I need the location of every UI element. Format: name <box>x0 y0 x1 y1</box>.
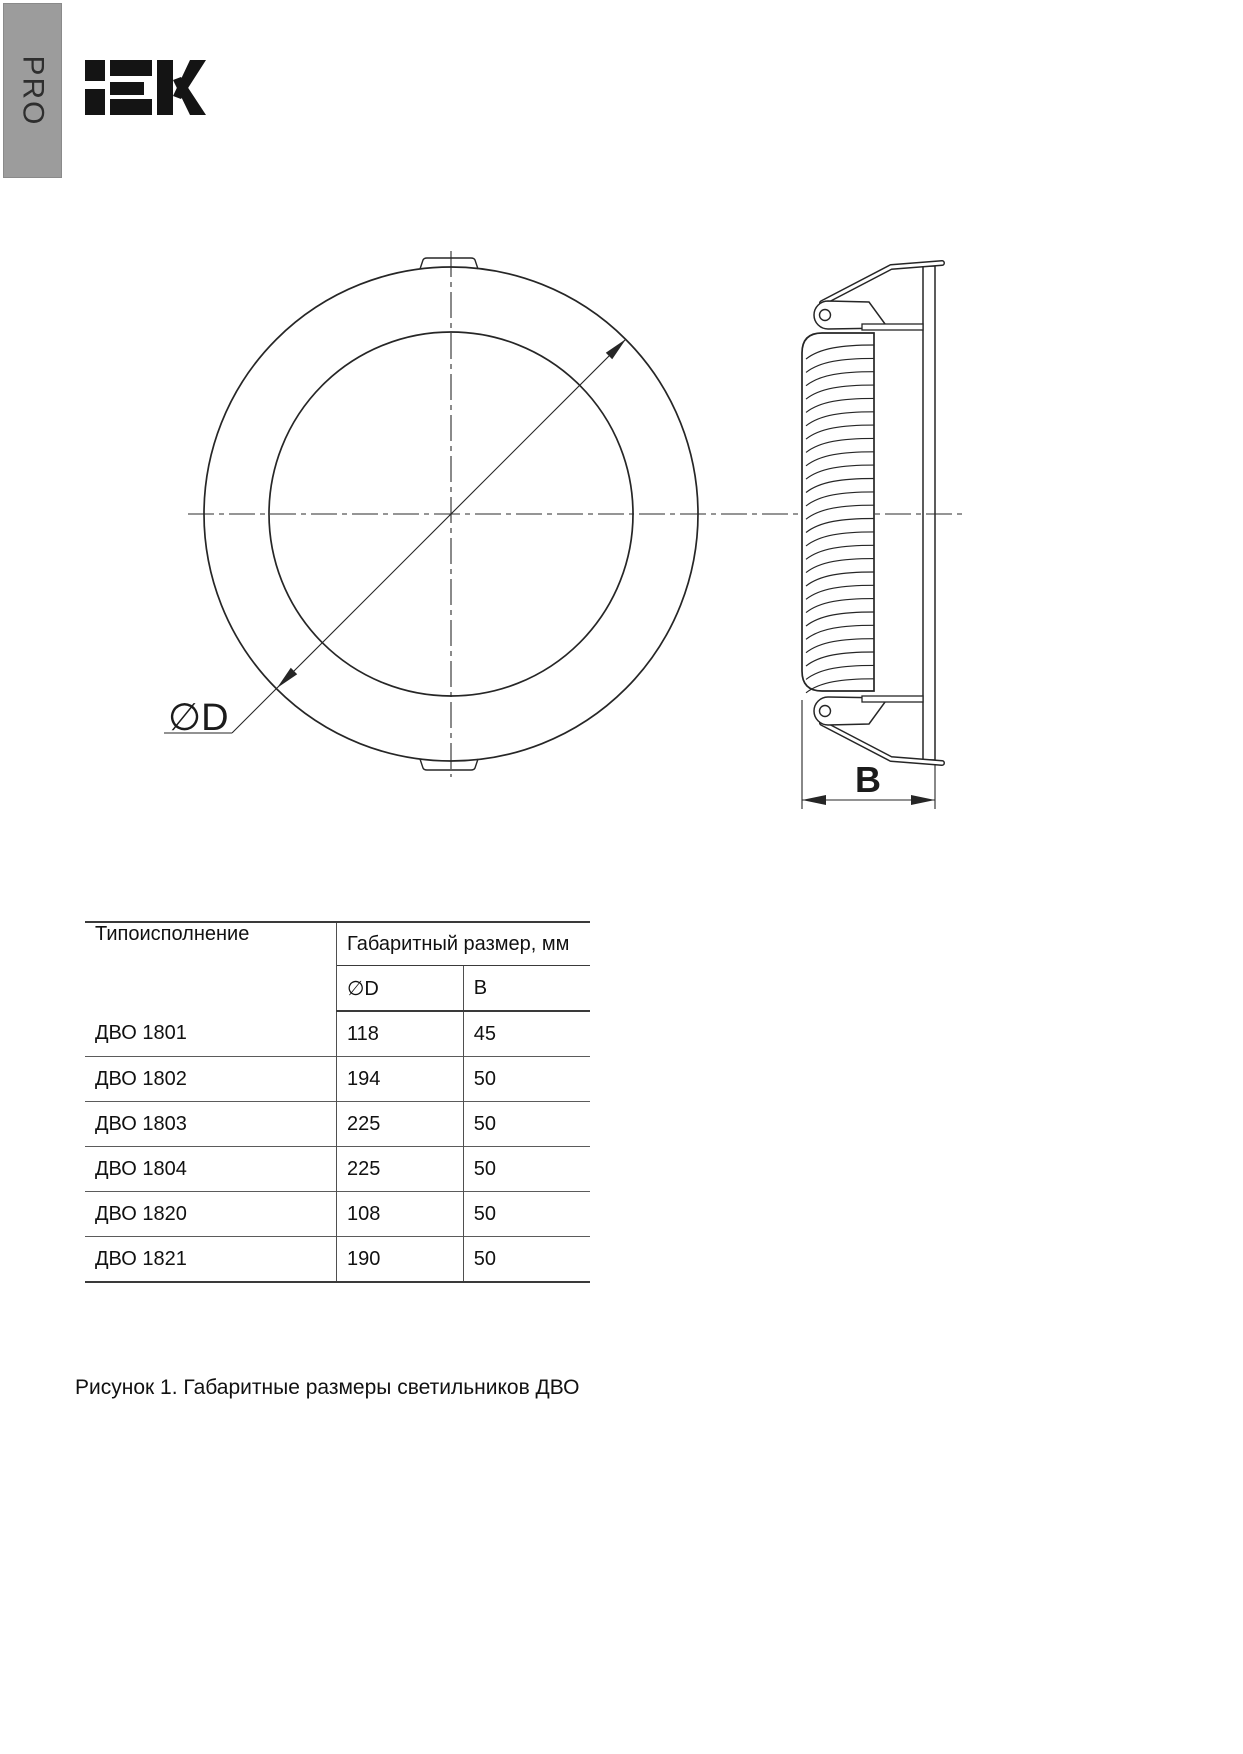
column-header-size-group: Габаритный размер, мм <box>337 922 591 966</box>
arrowhead-right <box>911 795 935 805</box>
bottom-flange-bar <box>862 696 923 702</box>
cell-type: ДВО 1802 <box>85 1057 337 1102</box>
cell-diameter: 225 <box>337 1147 464 1192</box>
side-view <box>802 263 942 809</box>
bottom-spring-wire <box>822 723 942 763</box>
cell-width: 45 <box>463 1011 590 1057</box>
cell-width: 50 <box>463 1057 590 1102</box>
cell-diameter: 190 <box>337 1237 464 1283</box>
figure-caption: Рисунок 1. Габаритные размеры светильников ДВО <box>75 1376 580 1399</box>
front-plate <box>923 266 935 760</box>
cell-type: ДВО 1820 <box>85 1192 337 1237</box>
cell-type: ДВО 1804 <box>85 1147 337 1192</box>
diameter-label: ∅D <box>168 697 229 739</box>
table-row <box>85 1057 590 1102</box>
width-label: B <box>855 759 881 800</box>
table-row <box>85 1237 590 1283</box>
arrowhead-left <box>802 795 826 805</box>
cell-type: ДВО 1821 <box>85 1237 337 1283</box>
cell-diameter: 194 <box>337 1057 464 1102</box>
cell-width: 50 <box>463 1237 590 1283</box>
cell-diameter: 118 <box>347 1022 379 1045</box>
table-row <box>85 1192 590 1237</box>
table-row <box>85 1102 590 1147</box>
column-header-diameter: ∅D <box>337 966 464 1012</box>
dimensions-table <box>85 921 590 1283</box>
cell-width: 50 <box>463 1192 590 1237</box>
cell-diameter: 225 <box>337 1102 464 1147</box>
column-header-width: B <box>463 966 590 1012</box>
table-row <box>85 1011 590 1057</box>
column-header-type: Типоисполнение <box>85 922 337 1011</box>
top-spring-wire <box>822 263 942 303</box>
pro-label: PRO <box>16 54 50 127</box>
cell-diameter: 108 <box>337 1192 464 1237</box>
table-row <box>85 1147 590 1192</box>
top-clip-hole <box>820 310 831 321</box>
cell-width: 50 <box>463 1102 590 1147</box>
bottom-clip-hole <box>820 706 831 717</box>
cell-type: ДВО 1803 <box>85 1102 337 1147</box>
cell-width: 50 <box>463 1147 590 1192</box>
top-flange-bar <box>862 324 923 330</box>
dimension-drawing <box>0 0 1243 860</box>
cell-type: ДВО 1801 <box>85 1011 337 1057</box>
